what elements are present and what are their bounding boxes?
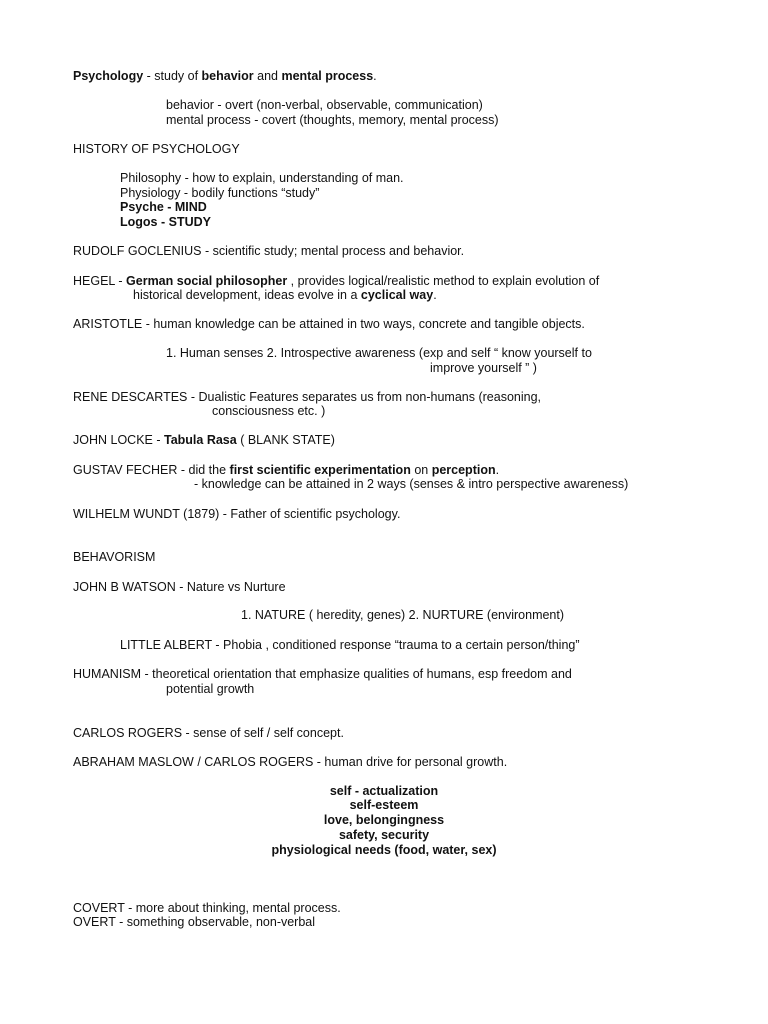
descartes-continuation: consciousness etc. ) bbox=[212, 404, 326, 418]
text: JOHN LOCKE - bbox=[73, 433, 164, 447]
text: ( BLANK STATE) bbox=[236, 433, 335, 447]
goclenius-line: RUDOLF GOCLENIUS - scientific study; mental process and behavior. bbox=[73, 244, 465, 258]
psychology-definition bbox=[73, 69, 377, 84]
hierarchy-item: safety, security bbox=[338, 828, 430, 842]
aristotle-ways-continuation: improve yourself ” ) bbox=[430, 361, 537, 375]
mental-process-term: mental process bbox=[281, 69, 374, 83]
humanism-line: HUMANISM - theoretical orientation that emphasize qualities of humans, esp freedom and bbox=[73, 667, 572, 681]
mental-process-subline: mental process - covert (thoughts, memory, mental process) bbox=[166, 113, 499, 127]
hierarchy-item: self - actualization bbox=[329, 784, 439, 798]
text: GUSTAV FECHER - did the bbox=[73, 463, 230, 477]
aristotle-line: ARISTOTLE - human knowledge can be attained in two ways, concrete and tangible objects. bbox=[73, 317, 585, 331]
physiology-line: Physiology - bodily functions “study” bbox=[120, 186, 320, 200]
hierarchy-item: physiological needs (food, water, sex) bbox=[271, 843, 497, 857]
history-heading: HISTORY OF PSYCHOLOGY bbox=[73, 142, 240, 156]
german-philosopher-term: German social philosopher bbox=[126, 274, 288, 288]
hegel-line bbox=[73, 274, 599, 289]
psychology-term: Psychology bbox=[73, 69, 144, 83]
text: . bbox=[373, 69, 377, 83]
behavior-term: behavior bbox=[201, 69, 254, 83]
covert-line: COVERT - more about thinking, mental process. bbox=[73, 901, 341, 915]
watson-line: JOHN B WATSON - Nature vs Nurture bbox=[73, 580, 286, 594]
logos-line: Logos - STUDY bbox=[120, 215, 211, 229]
text: HEGEL - bbox=[73, 274, 127, 288]
first-experimentation-term: first scientific experimentation bbox=[229, 463, 411, 477]
locke-line bbox=[73, 433, 335, 448]
perception-term: perception bbox=[431, 463, 496, 477]
text: . bbox=[495, 463, 500, 477]
maslow-line: ABRAHAM MASLOW / CARLOS ROGERS - human drive for personal growth. bbox=[73, 755, 508, 769]
text: on bbox=[410, 463, 432, 477]
little-albert-line: LITTLE ALBERT - Phobia , conditioned response “trauma to a certain person/thing” bbox=[120, 638, 580, 652]
hegel-continuation bbox=[133, 288, 437, 303]
wundt-line: WILHELM WUNDT (1879) - Father of scientific psychology. bbox=[73, 507, 401, 521]
behavior-subline: behavior - overt (non-verbal, observable, communication) bbox=[166, 98, 483, 112]
cyclical-way-term: cyclical way bbox=[360, 288, 434, 302]
overt-line: OVERT - something observable, non-verbal bbox=[73, 915, 316, 929]
hierarchy-item: love, belongingness bbox=[323, 813, 445, 827]
rogers-line: CARLOS ROGERS - sense of self / self concept. bbox=[73, 726, 344, 740]
psyche-line: Psyche - MIND bbox=[120, 200, 207, 214]
tabula-rasa-term: Tabula Rasa bbox=[164, 433, 237, 447]
text: - study of bbox=[143, 69, 202, 83]
text: historical development, ideas evolve in a bbox=[133, 288, 361, 302]
text: , provides logical/realistic method to explain evolution of bbox=[287, 274, 600, 288]
philosophy-line: Philosophy - how to explain, understanding of man. bbox=[120, 171, 404, 185]
text: . bbox=[433, 288, 437, 302]
descartes-line: RENE DESCARTES - Dualistic Features separates us from non-humans (reasoning, bbox=[73, 390, 542, 404]
fecher-continuation: - knowledge can be attained in 2 ways (senses & intro perspective awareness) bbox=[194, 477, 629, 491]
humanism-continuation: potential growth bbox=[166, 682, 255, 696]
text: and bbox=[253, 69, 282, 83]
aristotle-ways: 1. Human senses 2. Introspective awareness (exp and self “ know yourself to bbox=[166, 346, 592, 360]
fecher-line bbox=[73, 463, 499, 478]
hierarchy-item: self-esteem bbox=[349, 798, 419, 812]
nature-nurture-line: 1. NATURE ( heredity, genes) 2. NURTURE (environment) bbox=[241, 608, 565, 622]
behaviorism-heading: BEHAVORISM bbox=[73, 550, 156, 564]
